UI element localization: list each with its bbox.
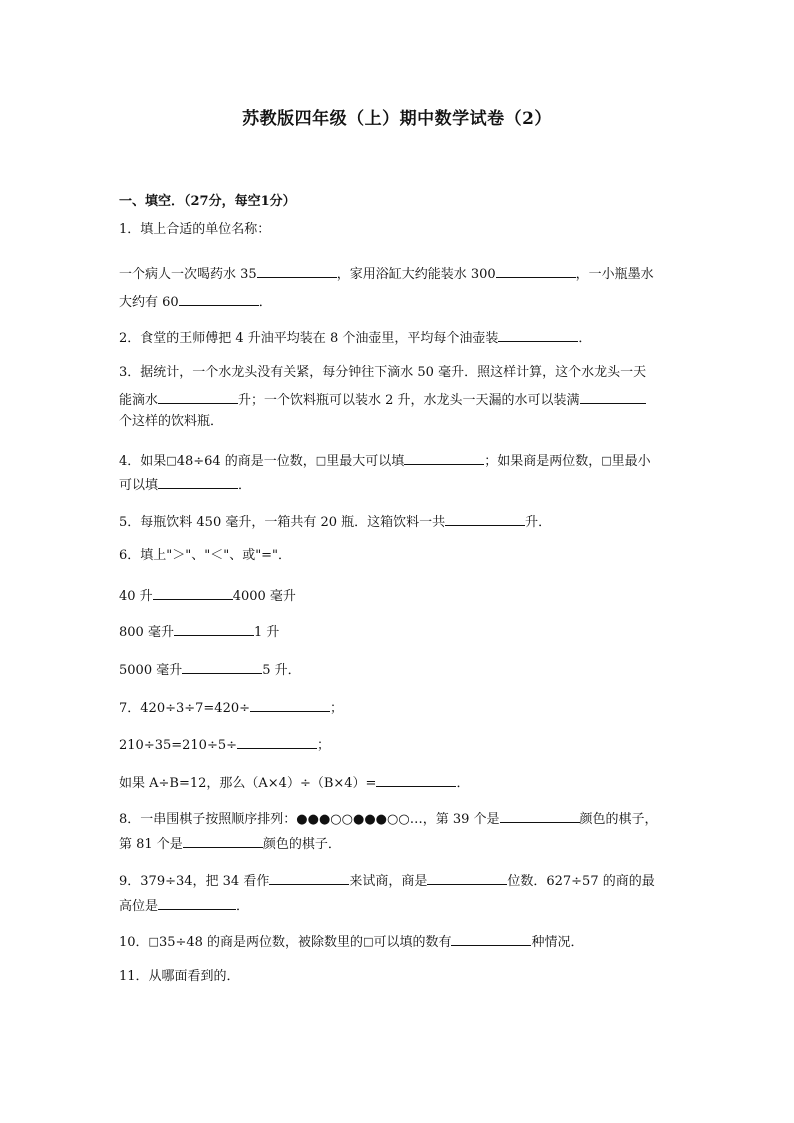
- q7-text-c: 210÷35=210÷5÷: [119, 738, 238, 753]
- question-8-line-2: [119, 834, 341, 853]
- q7-text-e: 如果 A÷B=12，那么（A×4）÷（B×4）=: [119, 776, 377, 791]
- question-1-line-2: [119, 292, 272, 311]
- q10-text-a: 10．: [119, 935, 149, 950]
- q4-text-d: ；如果商是两位数，: [484, 454, 602, 469]
- q4-text-c: 里最大可以填: [326, 454, 405, 469]
- q7-text-b: ；: [330, 701, 344, 716]
- question-3-line-3: 个这样的饮料瓶．: [119, 414, 224, 429]
- answer-blank[interactable]: [174, 622, 254, 636]
- box-icon: □: [363, 935, 374, 948]
- q9-text-b: 来试商，商是: [349, 874, 428, 889]
- answer-blank[interactable]: [237, 735, 317, 749]
- question-7-line-2: [119, 735, 330, 754]
- q7-text-d: ；: [317, 738, 331, 753]
- section-heading: 一、填空．（27分，每空1分）: [119, 194, 296, 209]
- answer-blank[interactable]: [153, 586, 233, 600]
- q4-text-b: 48÷64 的商是一位数，: [176, 454, 316, 469]
- q8-text-d: 颜色的棋子．: [262, 837, 341, 852]
- q8-text-c: 第 81 个是: [119, 837, 183, 852]
- q6-text-e: 5000 毫升: [119, 663, 183, 678]
- answer-blank[interactable]: [451, 932, 531, 946]
- question-4-line-2: [119, 475, 251, 494]
- box-icon: □: [166, 454, 177, 467]
- q6-text-f: 5 升．: [262, 663, 301, 678]
- answer-blank[interactable]: [445, 512, 525, 526]
- answer-blank[interactable]: [498, 328, 578, 342]
- q6-text-d: 1 升: [253, 625, 280, 640]
- q6-text-b: 4000 毫升: [232, 589, 296, 604]
- q7-text-a: 7．420÷3÷7=420÷: [119, 701, 251, 716]
- question-10: [119, 932, 584, 951]
- q3-text-a: 能滴水: [119, 393, 159, 408]
- question-6-heading: 6．填上"＞"、"＜"、或"="．: [119, 548, 292, 563]
- q8-text-a: 8．一串围棋子按照顺序排列：●●●○○●●●○○…，第 39 个是: [119, 812, 500, 827]
- answer-blank[interactable]: [500, 809, 580, 823]
- answer-blank[interactable]: [580, 390, 646, 404]
- answer-blank[interactable]: [427, 871, 507, 885]
- answer-blank[interactable]: [250, 698, 330, 712]
- answer-blank[interactable]: [404, 451, 484, 465]
- q3-text-b: 升；一个饮料瓶可以装水 2 升，水龙头一天漏的水可以装满: [238, 393, 580, 408]
- q2-text-b: ．: [578, 331, 592, 346]
- question-2: [119, 328, 591, 347]
- answer-blank[interactable]: [183, 834, 263, 848]
- q7-text-f: ．: [456, 776, 470, 791]
- answer-blank[interactable]: [158, 896, 236, 910]
- box-icon: □: [315, 454, 327, 467]
- q4-text-f: 可以填: [119, 478, 159, 493]
- question-6-row-3: [119, 660, 301, 679]
- q1-text-b: ，家用浴缸大约能装水 300: [336, 267, 496, 282]
- q5-text-b: 升．: [525, 515, 552, 530]
- q10-text-b: 35÷48 的商是两位数，被除数里的: [158, 935, 364, 950]
- question-1-heading: 1．填上合适的单位名称：: [119, 222, 271, 237]
- question-3-line-2: [119, 390, 646, 409]
- page-title: 苏教版四年级（上）期中数学试卷（2）: [242, 109, 552, 129]
- q1-text-a: 一个病人一次喝药水 35: [119, 267, 257, 282]
- q8-text-b: 颜色的棋子，: [579, 812, 658, 827]
- answer-blank[interactable]: [158, 390, 238, 404]
- q10-text-c: 可以填的数有: [373, 935, 452, 950]
- answer-blank[interactable]: [376, 773, 456, 787]
- box-icon: □: [601, 454, 612, 467]
- q6-text-c: 800 毫升: [119, 625, 174, 640]
- q4-text-a: 4．如果: [119, 454, 167, 469]
- answer-blank[interactable]: [158, 475, 238, 489]
- question-4-line-1: [119, 451, 651, 470]
- answer-blank[interactable]: [182, 660, 262, 674]
- q5-text-a: 5．每瓶饮料 450 毫升，一箱共有 20 瓶．这箱饮料一共: [119, 515, 446, 530]
- q1-text-d: 大约有 60: [119, 295, 179, 310]
- answer-blank[interactable]: [179, 292, 259, 306]
- q9-text-c: 位数．627÷57 的商的最: [507, 874, 655, 889]
- q1-text-e: ．: [258, 295, 272, 310]
- question-3-line-1: 3．据统计，一个水龙头没有关紧，每分钟往下滴水 50 毫升．照这样计算，这个水龙头一天: [119, 365, 647, 380]
- question-9-line-1: [119, 871, 655, 890]
- q9-text-d: 高位是: [119, 899, 159, 914]
- q10-text-d: 种情况．: [531, 935, 584, 950]
- q6-text-a: 40 升: [119, 589, 153, 604]
- box-icon: □: [148, 935, 159, 948]
- question-5: [119, 512, 551, 531]
- answer-blank[interactable]: [496, 264, 576, 278]
- question-8-line-1: [119, 809, 658, 828]
- q4-text-e: 里最小: [611, 454, 651, 469]
- q1-text-c: ，一小瓶墨水: [575, 267, 654, 282]
- question-6-row-1: [119, 586, 296, 605]
- question-9-line-2: [119, 896, 249, 915]
- q2-text-a: 2．食堂的王师傅把 4 升油平均装在 8 个油壶里，平均每个油壶装: [119, 331, 499, 346]
- answer-blank[interactable]: [269, 871, 349, 885]
- q9-text-e: ．: [236, 899, 250, 914]
- q9-text-a: 9．379÷34，把 34 看作: [119, 874, 270, 889]
- question-7-line-3: [119, 773, 469, 792]
- question-1-line-1: [119, 264, 654, 283]
- q4-text-g: ．: [238, 478, 252, 493]
- question-11: 11．从哪面看到的．: [119, 969, 240, 984]
- question-6-row-2: [119, 622, 279, 641]
- answer-blank[interactable]: [257, 264, 337, 278]
- question-7-line-1: [119, 698, 343, 717]
